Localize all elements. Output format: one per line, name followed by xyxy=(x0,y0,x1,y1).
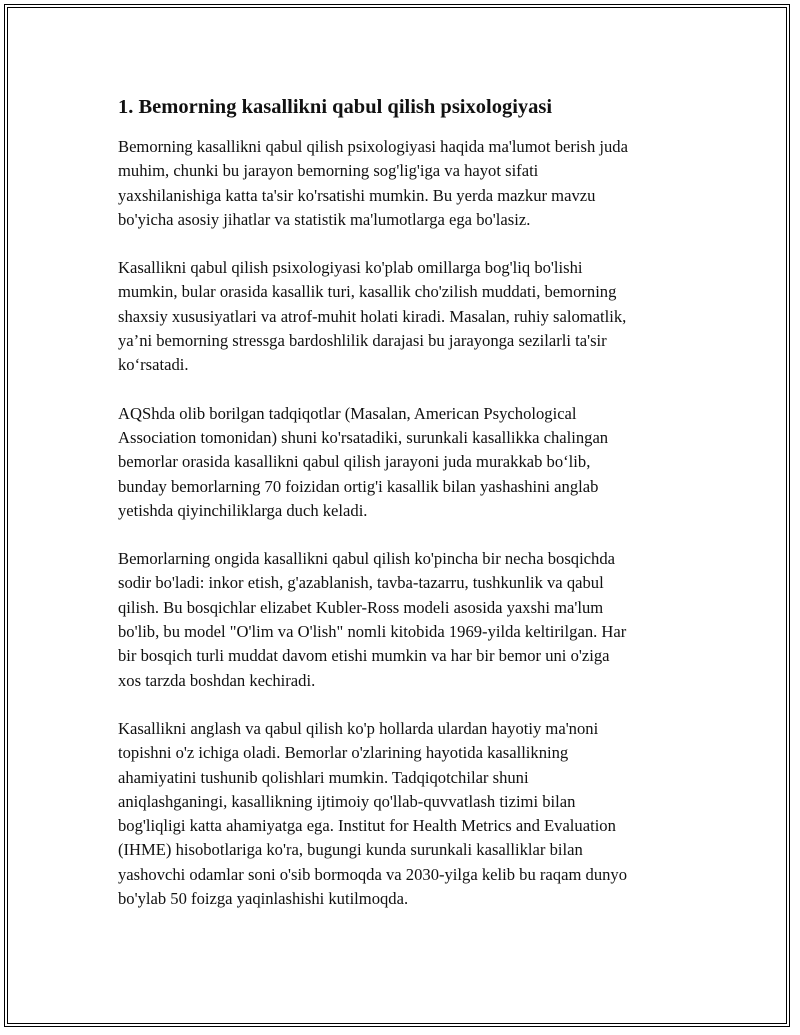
paragraph-line: bo'yicha asosiy jihatlar va statistik ma'lumotlarga ega bo'lasiz. xyxy=(118,209,531,229)
paragraph-line: shaxsiy xususiyatlari va atrof-muhit holati kiradi. Masalan, ruhiy salomatlik, xyxy=(118,306,627,326)
paragraph-line: ko‘rsatadi. xyxy=(118,355,189,375)
paragraph-line: mumkin, bular orasida kasallik turi, kasallik cho'zilish muddati, bemorning xyxy=(118,282,617,302)
paragraph-line: yaxshilanishiga katta ta'sir ko'rsatishi mumkin. Bu yerda mazkur mavzu xyxy=(118,185,596,205)
paragraph-line: topishni o'z ichiga oladi. Bemorlar o'zlarining hayotida kasallikning xyxy=(118,743,569,763)
paragraph-list xyxy=(118,135,686,911)
paragraph-line: Bemorlarning ongida kasallikni qabul qilish ko'pincha bir necha bosqichda xyxy=(118,549,616,569)
document-body xyxy=(118,93,686,935)
body-paragraph xyxy=(118,547,686,693)
paragraph-line: yashovchi odamlar soni o'sib bormoqda va 2030-yilga kelib bu raqam dunyo xyxy=(118,864,628,884)
paragraph-line: aniqlashganingi, kasallikning ijtimoiy qo'llab-quvvatlash tizimi bilan xyxy=(118,791,576,811)
body-paragraph xyxy=(118,402,686,523)
paragraph-line: (IHME) hisobotlariga ko'ra, bugungi kunda surunkali kasalliklar bilan xyxy=(118,840,583,860)
paragraph-line: muhim, chunki bu jarayon bemorning sog'lig'iga va hayot sifati xyxy=(118,161,539,181)
paragraph-line: bemorlar orasida kasallikni qabul qilish jarayoni juda murakkab bo‘lib, xyxy=(118,452,591,472)
body-paragraph xyxy=(118,717,686,911)
body-paragraph xyxy=(118,135,686,232)
paragraph-line: sodir bo'ladi: inkor etish, g'azablanish, tavba-tazarru, tushkunlik va qabul xyxy=(118,573,604,593)
paragraph-line: Association tomonidan) shuni ko'rsatadiki, surunkali kasallikka chalingan xyxy=(118,427,609,447)
paragraph-line: Kasallikni qabul qilish psixologiyasi ko'plab omillarga bog'liq bo'lishi xyxy=(118,258,583,278)
paragraph-line: bir bosqich turli muddat davom etishi mumkin va har bir bemor uni o'ziga xyxy=(118,646,610,666)
paragraph-line: Bemorning kasallikni qabul qilish psixologiyasi haqida ma'lumot berish juda xyxy=(118,137,628,156)
paragraph-line: xos tarzda boshdan kechiradi. xyxy=(118,670,316,690)
paragraph-line: bog'liqligi katta ahamiyatga ega. Institut for Health Metrics and Evaluation xyxy=(118,816,616,836)
paragraph-line: qilish. Bu bosqichlar elizabet Kubler-Ross modeli asosida yaxshi ma'lum xyxy=(118,597,604,617)
paragraph-line: bo'lib, bu model "O'lim va O'lish" nomli kitobida 1969-yilda keltirilgan. Har xyxy=(118,622,627,642)
paragraph-line: bo'ylab 50 foizga yaqinlashishi kutilmoqda. xyxy=(118,889,409,909)
paragraph-line: Kasallikni anglash va qabul qilish ko'p hollarda ulardan hayotiy ma'noni xyxy=(118,718,599,738)
paragraph-line: AQShda olib borilgan tadqiqotlar (Masalan, American Psychological xyxy=(118,403,577,423)
body-paragraph xyxy=(118,256,686,377)
paragraph-line: bunday bemorlarning 70 foizidan ortig'i kasallik bilan yashashini anglab xyxy=(118,476,599,496)
paragraph-line: ahamiyatini tushunib qolishlari mumkin. Tadqiqotchilar shuni xyxy=(118,767,529,787)
section-heading: 1. Bemorning kasallikni qabul qilish psixologiyasi xyxy=(118,96,553,118)
paragraph-line: yetishda qiyinchiliklarga duch keladi. xyxy=(118,500,368,520)
paragraph-line: ya’ni bemorning stressga bardoshlilik darajasi bu jarayonga sezilarli ta'sir xyxy=(118,331,607,351)
